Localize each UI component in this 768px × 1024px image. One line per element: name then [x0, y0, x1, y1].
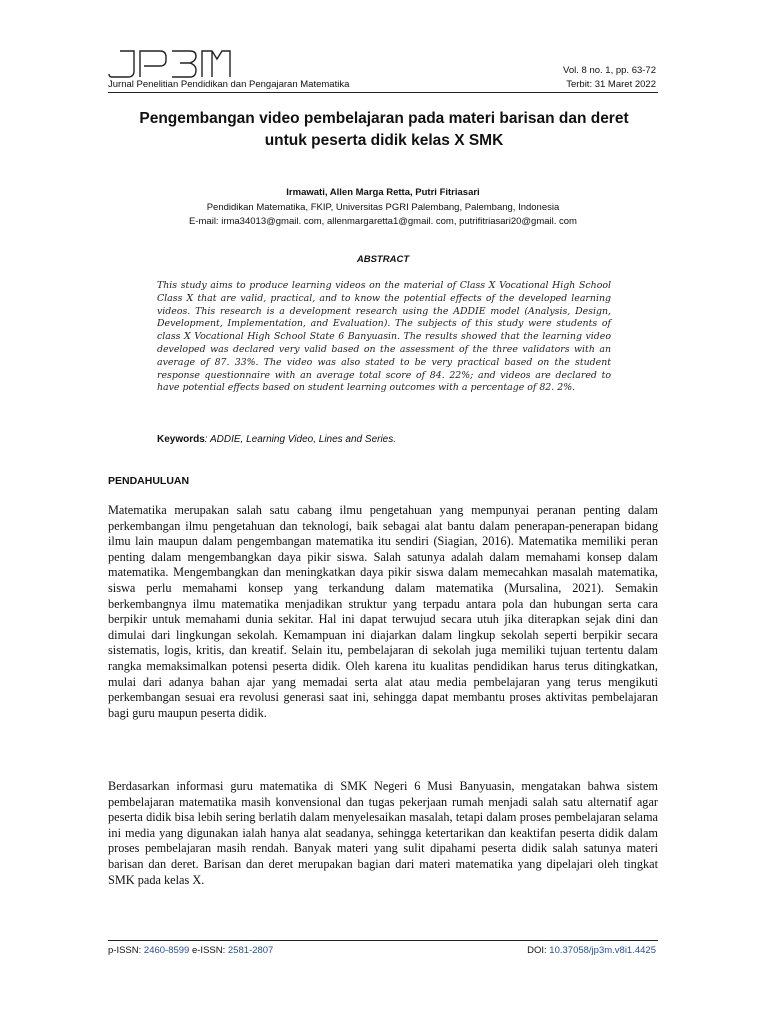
volume-info: Vol. 8 no. 1, pp. 63-72 [563, 65, 656, 76]
keywords-values: : ADDIE, Learning Video, Lines and Series. [204, 434, 397, 445]
keywords-label: Keywords [157, 434, 205, 445]
abstract-heading: ABSTRACT [356, 254, 410, 265]
pissn-label: p-ISSN: [108, 945, 144, 956]
pissn-link[interactable]: 2460-8599 [143, 945, 190, 956]
journal-logo [108, 47, 232, 81]
abstract-text: This study aims to produce learning videos on the material of Class X Vocational High School Class X that are valid, practical, and to know the potential effects of the developed learning videos. This research is a development research using the ADDIE model (Analysis, Design, Development, Implementation, and Evaluation). The subjects of this study were students of class X Vocational High School State 6 Banyuasin. The results showed that the learning video developed was declared very valid based on the assessment of the three validators with an average of 87. 33%. The video was also stated to be very practical based on the student response questionnaire with an average total score of 84. 22%; and videos are declared to have potential effects based on student learning outcomes with a percentage of 82. 2%. [157, 280, 611, 394]
header-divider [108, 92, 658, 93]
author-names: Irmawati, Allen Marga Retta, Putri Fitriasari [286, 187, 480, 198]
eissn-link[interactable]: 2581-2807 [227, 945, 274, 956]
author-block [108, 186, 658, 230]
keywords-line [157, 434, 611, 445]
issn-info [108, 945, 273, 956]
jp3m-logo-icon [108, 47, 232, 81]
doi-label: DOI: [527, 945, 550, 956]
author-affiliation: Pendidikan Matematika, FKIP, Universitas PGRI Palembang, Palembang, Indonesia [206, 201, 560, 213]
body-paragraph-1: Matematika merupakan salah satu cabang ilmu pengetahuan yang mempunyai peranan penting dalam perkembangan ilmu pengetahuan dan teknologi, baik sebagai alat bantu dalam penerapan-penerapan bidang ilmu lain maupun dalam pengembangan matematika itu sendiri (Siagian, 2016). Matematika memiliki peran penting dalam mengembangkan daya pikir siswa. Salah satunya adalah dalam memahami konsep dalam matematika. Mengembangkan dan meningkatkan daya pikir siswa dalam memecahkan masalah matematika, siswa perlu memahami konsep yang terkandung dalam matematika (Mursalina, 2021). Semakin berkembangnya ilmu matematika menjadikan struktur yang terpadu antara pola dan hubungan serta cara berpikir untuk memahami dunia sekitar. Hal ini dapat terwujud secara utuh jika diterapkan sejak dini dan dimulai dari lingkungan sekolah. Kemampuan ini diajarkan dalam lingkup sekolah seperti berpikir secara sistematis, logis, kritis, dan kreatif. Selain itu, pembelajaran di sekolah juga memiliki tujuan tertentu dalam rangka memaksimalkan potensi peserta didik. Oleh karena itu kualitas pendidikan harus terus ditingkatkan, mulai dari adanya bahan ajar yang memadai serta alat atau media pembelajaran yang terus mengikuti perkembangan sesuai era revolusi generasi saat ini, sehingga dapat membantu proses aktivitas pembelajaran bagi guru maupun peserta didik. [108, 503, 658, 720]
doi-info [527, 945, 656, 956]
journal-name: Jurnal Penelitian Pendidikan dan Pengajaran Matematika [108, 79, 350, 90]
footer-divider [108, 940, 658, 941]
author-emails: E-mail: irma34013@gmail. com, allenmargaretta1@gmail. com, putrifitriasari20@gmail. com [189, 216, 577, 227]
eissn-label: e-ISSN: [189, 945, 228, 956]
body-paragraph-2: Berdasarkan informasi guru matematika di SMK Negeri 6 Musi Banyuasin, mengatakan bahwa sistem pembelajaran matematika masih konvensional dan tugas pekerjaan rumah menjadi salah satu alternatif agar peserta didik bisa lebih sering berlatih dalam menyelesaikan masalah, tetapi dalam proses pembelajaran selama ini media yang digunakan ialah hanya alat seadanya, sehingga ketertarikan dan keaktifan peserta didik dalam proses pembelajaran masih rendah. Banyak materi yang sulit dipahami peserta didik salah satunya materi barisan dan deret. Barisan dan deret merupakan bagian dari materi matematika yang dipelajari oleh tingkat SMK pada kelas X. [108, 779, 658, 887]
doi-link[interactable]: 10.37058/jp3m.v8i1.4425 [549, 945, 656, 956]
section-heading: PENDAHULUAN [108, 475, 190, 487]
article-title: Pengembangan video pembelajaran pada materi barisan dan deret untuk peserta didik kelas X SMK [139, 110, 629, 149]
publication-date: Terbit: 31 Maret 2022 [566, 79, 656, 90]
